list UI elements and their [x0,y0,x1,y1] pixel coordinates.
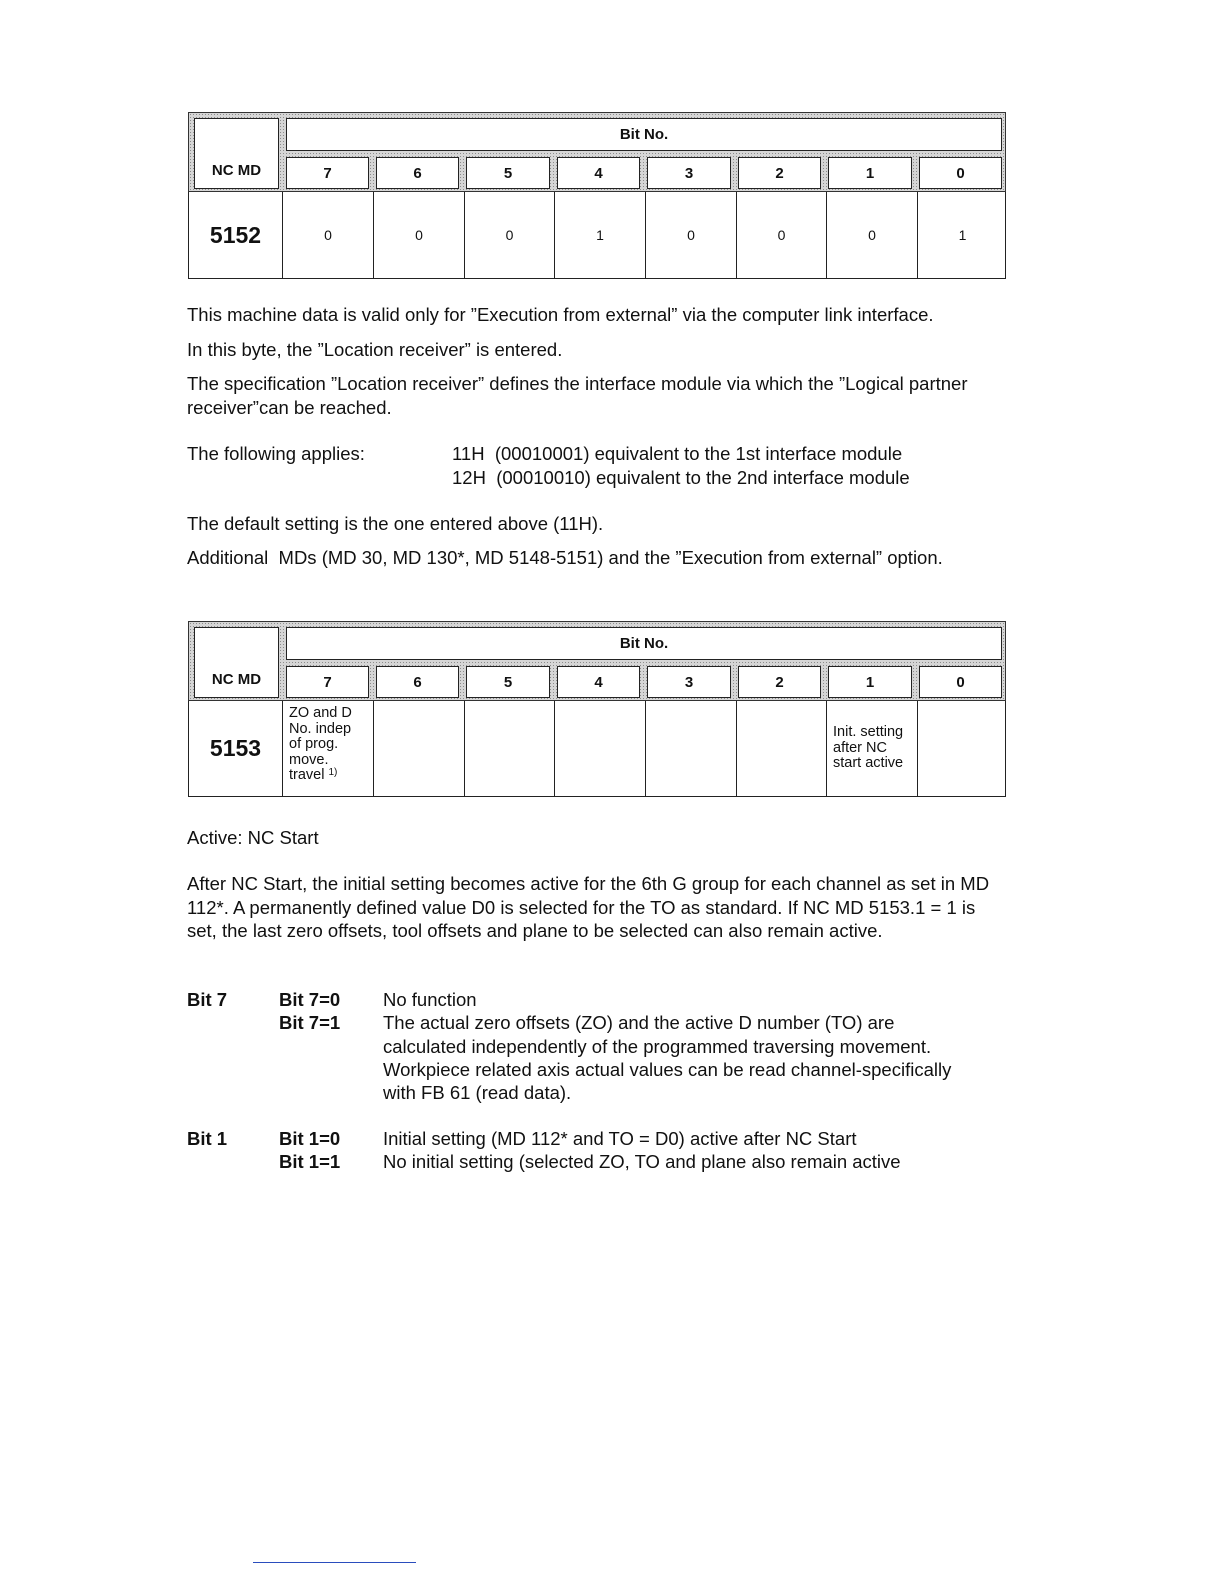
bit7-0-text: No function [383,989,477,1010]
table-body [188,701,1006,797]
bit7-desc-line: of prog. [289,736,339,752]
bit-header-1: 1 [828,157,912,189]
bit-value-0: 1 [917,192,1007,278]
paragraph: This machine data is valid only for ”Execution from external” via the computer link interface. [187,304,934,325]
bitno-label: Bit No. [286,627,1002,660]
bit5-cell [464,701,554,796]
bit-value-4: 1 [554,192,645,278]
md-number: 5153 [209,735,262,761]
bit7-desc-line: No. indep [289,720,352,737]
bit7-1-line: The actual zero offsets (ZO) and the active D number (TO) are [383,1012,895,1033]
bit0-cell [917,701,1007,796]
md-number: 5152 [209,221,262,248]
bit-header-5: 5 [466,157,550,189]
bit7-0-label: Bit 7=0 [279,989,341,1010]
table-body [188,192,1006,279]
bit7-1-line: calculated independently of the programmed traversing movement. [383,1036,932,1057]
bit1-description [826,701,917,796]
bit1-0-text: Initial setting (MD 112* and TO = D0) active after NC Start [383,1128,857,1149]
paragraph: Additional MDs (MD 30, MD 130*, MD 5148-5151) and the ”Execution from external” option. [187,547,943,568]
bit1-0-label: Bit 1=0 [279,1128,341,1149]
bit-header-0: 0 [919,157,1002,189]
bit7-1-line: with FB 61 (read data). [383,1082,572,1103]
bit7-desc-line: ZO and D [289,705,352,721]
bit-value-2: 0 [736,192,826,278]
bit7-description [282,701,373,796]
bit4-cell [554,701,645,796]
bit-header-7: 7 [286,157,369,189]
bit-header-2: 2 [738,666,821,698]
ncmd-label: NC MD [194,627,279,698]
bit-value-6: 0 [373,192,464,278]
paragraph: The default setting is the one entered above (11H). [187,513,604,534]
applies-label: The following applies: [187,443,365,464]
bit6-cell [373,701,464,796]
bit-header-3: 3 [647,666,731,698]
bit-value-5: 0 [464,192,554,278]
applies-line: 12H (00010010) equivalent to the 2nd interface module [452,467,910,488]
bit-header-7: 7 [286,666,369,698]
applies-line: 11H (00010001) equivalent to the 1st interface module [452,443,903,464]
footnote-marker: 1) [328,767,338,778]
bit-header-4: 4 [557,157,640,189]
bit-header-2: 2 [738,157,821,189]
bit-header-5: 5 [466,666,550,698]
bit-header-4: 4 [557,666,640,698]
bit1-desc-line: after NC [833,739,887,756]
bit1-1-label: Bit 1=1 [279,1151,341,1172]
bit-header-0: 0 [919,666,1002,698]
paragraph: In this byte, the ”Location receiver” is entered. [187,339,563,360]
table-header [188,621,1006,701]
paragraph: The specification ”Location receiver” defines the interface module via which the ”Logical partner receiver”can be reached. [187,373,968,418]
bit7-1-label: Bit 7=1 [279,1012,341,1033]
bit1-1-text: No initial setting (selected ZO, TO and plane also remain active [383,1151,901,1172]
bit3-cell [645,701,736,796]
active-line: Active: NC Start [187,827,319,848]
bit-value-7: 0 [282,192,373,278]
bit-header-1: 1 [828,666,912,698]
bit2-cell [736,701,826,796]
paragraph: After NC Start, the initial setting becomes active for the 6th G group for each channel as set in MD 112*. A permanently defined value D0 is selected for the TO as standard. If NC MD 5153.1 = 1 is set, the last zero offsets, tool offsets and plane to be selected can also remain active. [187,873,990,941]
bitno-label: Bit No. [286,118,1002,151]
bit-value-3: 0 [645,192,736,278]
bit-header-6: 6 [376,157,459,189]
table-header [188,112,1006,192]
bit-header-3: 3 [647,157,731,189]
bit7-1-line: Workpiece related axis actual values can be read channel-specifically [383,1059,952,1080]
bit1-desc-line: start active [833,755,904,772]
bit1-label: Bit 1 [187,1128,228,1149]
bit1-desc-line: Init. setting [833,724,904,741]
md-5152-table [188,112,1006,279]
bit7-label: Bit 7 [187,989,228,1010]
bit7-desc-line: travel [289,767,325,783]
bit-header-6: 6 [376,666,459,698]
md-5153-table [188,621,1006,797]
bit-value-1: 0 [826,192,917,278]
ncmd-label: NC MD [194,118,279,189]
bit7-desc-line: move. [289,751,329,768]
footnote-link-underline[interactable] [253,1562,416,1563]
